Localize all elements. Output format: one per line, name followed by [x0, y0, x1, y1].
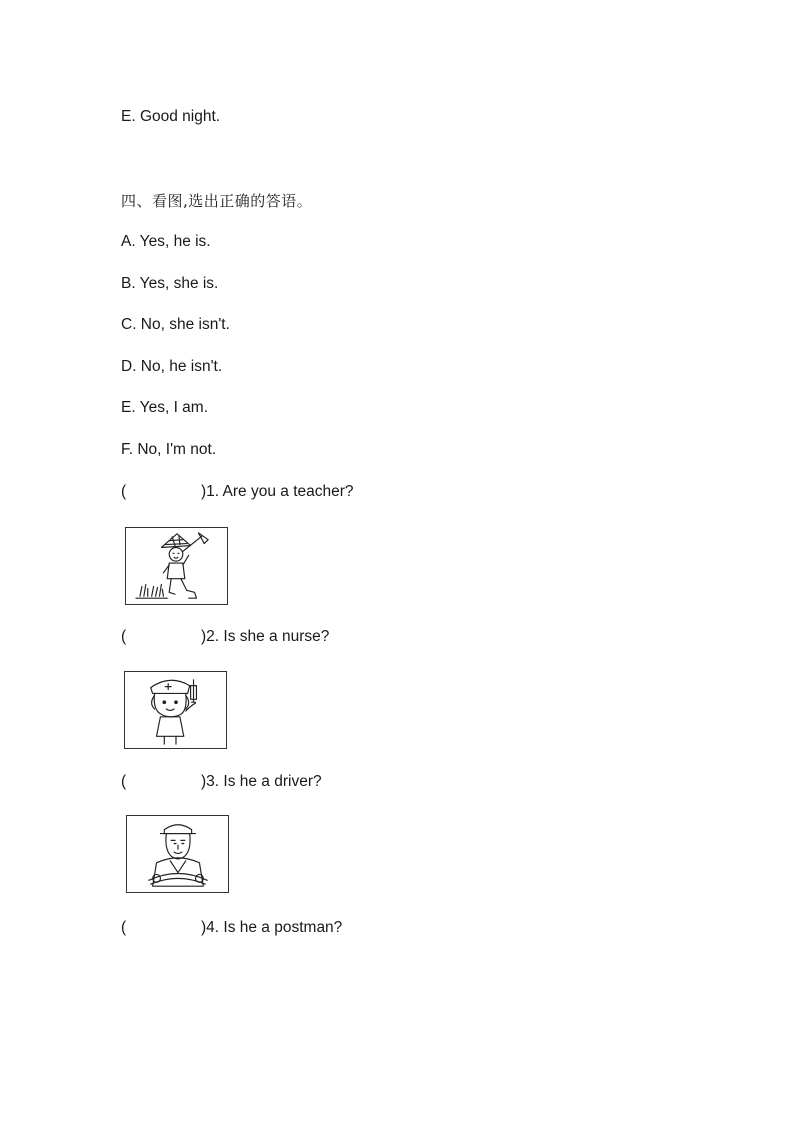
answer-blank[interactable]: (: [121, 919, 127, 936]
question-2: [121, 627, 329, 647]
option-d: D. No, he isn't.: [121, 358, 223, 375]
option-c: C. No, she isn't.: [121, 316, 230, 333]
option-e: E. Yes, I am.: [121, 399, 209, 416]
answer-blank[interactable]: (: [121, 773, 127, 790]
question-4: [121, 918, 342, 938]
driver-at-wheel-icon: [126, 815, 229, 893]
question-text: )1. Are you a teacher?: [201, 483, 354, 500]
question-1: [121, 482, 354, 502]
answer-blank[interactable]: (: [121, 628, 127, 645]
section-heading: 四、看图,选出正确的答语。: [121, 192, 313, 210]
farmer-with-hoe-icon: [125, 527, 228, 605]
answer-blank[interactable]: (: [121, 483, 127, 500]
option-f: F. No, I'm not.: [121, 441, 217, 458]
nurse-with-syringe-icon: [124, 671, 227, 749]
question-text: )4. Is he a postman?: [201, 919, 343, 936]
question-text: )2. Is she a nurse?: [201, 628, 330, 645]
question-text: )3. Is he a driver?: [201, 773, 322, 790]
previous-option-e: E. Good night.: [121, 108, 221, 125]
question-3: [121, 772, 322, 792]
option-a: A. Yes, he is.: [121, 233, 211, 250]
option-b: B. Yes, she is.: [121, 275, 219, 292]
